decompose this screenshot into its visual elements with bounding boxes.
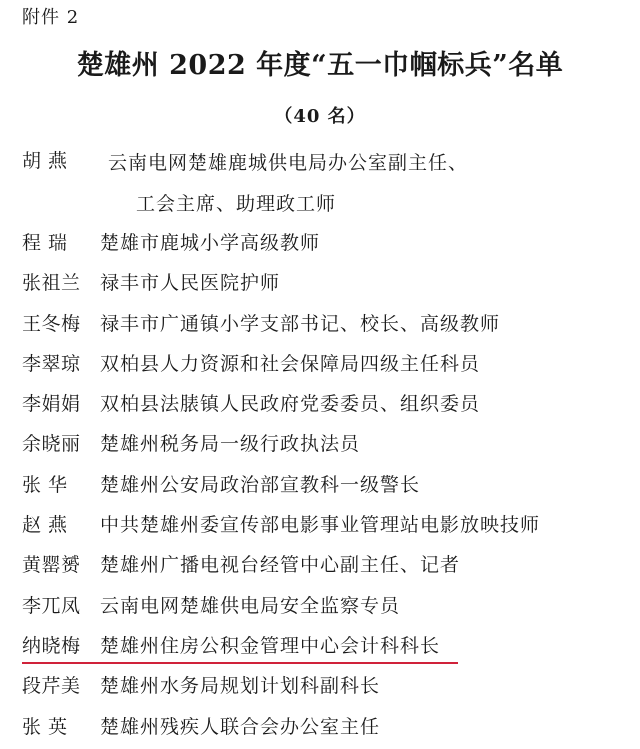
honoree-name: 王冬梅 — [22, 312, 81, 335]
honoree-position-line: 云南电网楚雄鹿城供电局办公室副主任、 — [108, 152, 469, 174]
honoree-count: （40 名） — [274, 106, 366, 127]
honoree-position: 禄丰市人民医院护师 — [100, 272, 281, 295]
honoree-position — [108, 143, 508, 225]
document-title: 楚雄州 2022 年度“五一巾帼标兵”名单 — [76, 50, 564, 81]
honoree-name: 段芹美 — [22, 675, 81, 698]
attachment-label: 附件 2 — [22, 7, 80, 28]
red-underline — [22, 662, 458, 664]
honoree-name: 张 英 — [22, 715, 68, 738]
honoree-name: 黄罂赟 — [22, 554, 81, 577]
honoree-position-line: 工会主席、助理政工师 — [136, 193, 337, 215]
honoree-position: 楚雄州税务局一级行政执法员 — [100, 433, 361, 456]
honoree-position: 中共楚雄州委宣传部电影事业管理站电影放映技师 — [100, 514, 541, 537]
honoree-name: 李娟娟 — [22, 393, 81, 416]
honoree-name: 张祖兰 — [22, 272, 81, 295]
honoree-position: 楚雄州水务局规划计划科副科长 — [100, 675, 381, 698]
honoree-position: 云南电网楚雄供电局安全监察专员 — [100, 594, 401, 617]
honoree-name: 胡 燕 — [22, 150, 68, 172]
honoree-position: 禄丰市广通镇小学支部书记、校长、高级教师 — [100, 312, 501, 335]
honoree-position: 楚雄市鹿城小学高级教师 — [100, 232, 321, 254]
honoree-position: 楚雄州残疾人联合会办公室主任 — [100, 715, 381, 738]
honoree-name: 张 华 — [22, 473, 68, 496]
honoree-name: 赵 燕 — [22, 514, 68, 537]
honoree-name: 李兀凤 — [22, 594, 81, 617]
honoree-name: 余晓丽 — [22, 433, 81, 456]
honoree-name: 纳晓梅 — [22, 634, 81, 657]
honoree-name: 程 瑞 — [22, 232, 68, 254]
honoree-position: 楚雄州广播电视台经管中心副主任、记者 — [100, 554, 461, 577]
honoree-position: 楚雄州公安局政治部宣教科一级警长 — [100, 473, 421, 496]
honoree-name: 李翠琼 — [22, 352, 81, 375]
honoree-position: 双柏县人力资源和社会保障局四级主任科员 — [100, 352, 481, 375]
honoree-position: 双柏县法脿镇人民政府党委委员、组织委员 — [100, 393, 481, 416]
honoree-position: 楚雄州住房公积金管理中心会计科科长 — [100, 634, 441, 657]
